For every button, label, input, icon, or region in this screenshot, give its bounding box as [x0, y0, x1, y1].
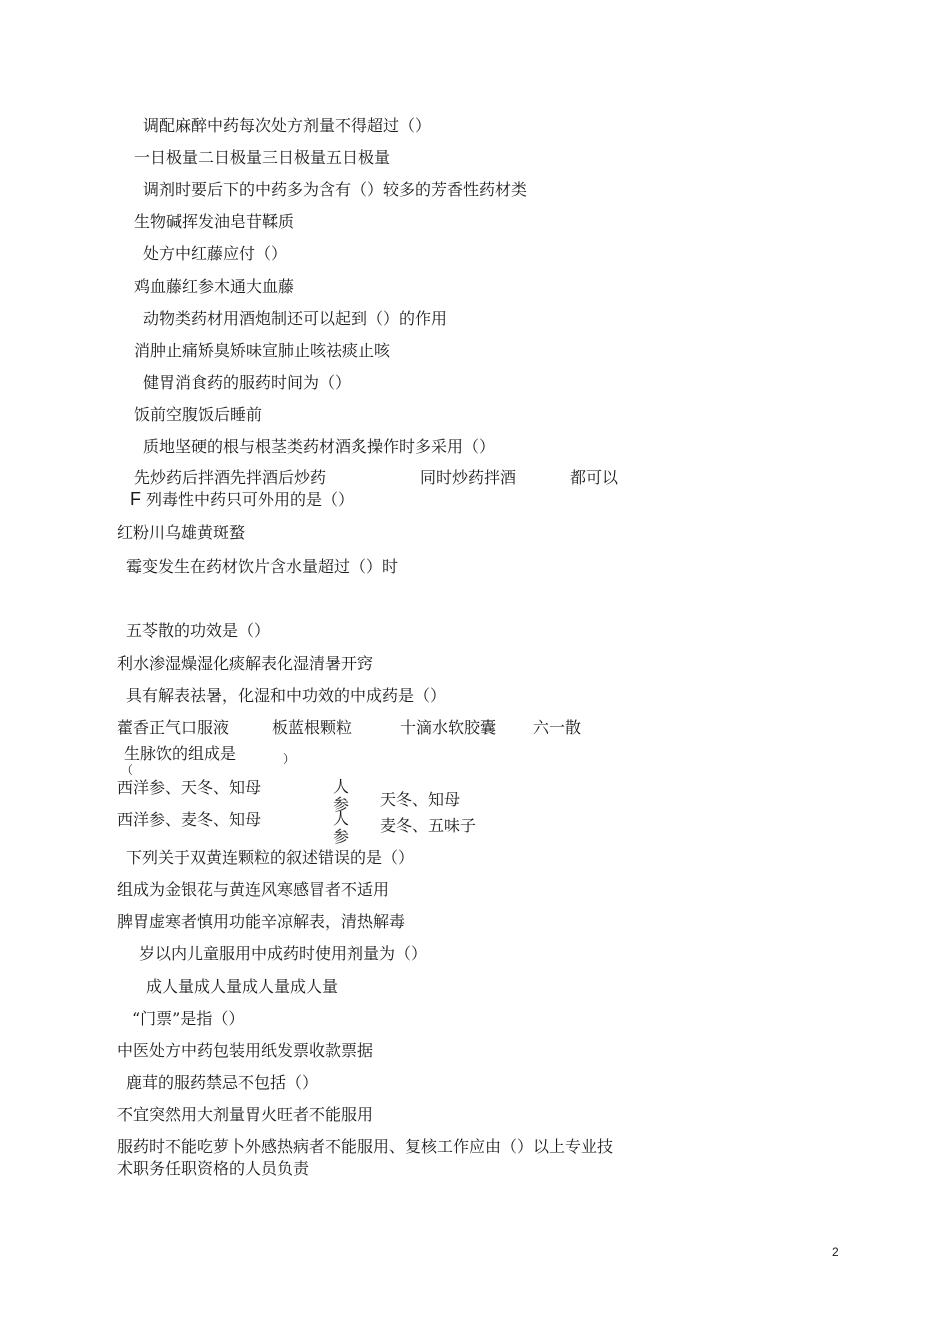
page-number: 2 — [832, 1245, 839, 1259]
option-c: 天冬、知母 — [380, 790, 461, 809]
option-f: 麦冬、五味子 — [380, 816, 477, 835]
options-text: 消肿止痛矫臭矫味宣肺止咳祛痰止咳 — [134, 341, 391, 360]
option-d: 西洋参、麦冬、知母 — [117, 810, 262, 829]
question-text: 调剂时要后下的中药多为含有（）较多的芳香性药材类 — [143, 180, 528, 199]
question-text: “门票”是指（） — [132, 1009, 245, 1028]
question-text: 生脉饮的组成是 — [124, 744, 237, 763]
question-text: 下列关于双黄连颗粒的叙述错误的是（） — [126, 848, 415, 867]
question-text: 健胃消食药的服药时间为（） — [143, 373, 352, 392]
question-text: 霉变发生在药材饮片含水量超过（）时 — [126, 557, 399, 576]
question-text: 岁以内儿童服用中成药时使用剂量为（） — [139, 944, 428, 963]
question-text: 列毒性中药只可外用的是（） — [146, 490, 355, 509]
options-text: 生物碱挥发油皂苷鞣质 — [134, 212, 295, 231]
question-text: 术职务任职资格的人员负责 — [117, 1159, 310, 1178]
options-text: 组成为金银花与黄连风寒感冒者不适用 — [117, 880, 390, 899]
option-c: 同时炒药拌酒 — [420, 468, 517, 487]
option-a: 西洋参、天冬、知母 — [117, 778, 262, 797]
question-text: 处方中红藤应付（） — [143, 244, 288, 263]
question-text: 鹿茸的服药禁忌不包括（） — [126, 1073, 319, 1092]
question-prefix: F — [130, 489, 141, 509]
options-text: 脾胃虚寒者慎用功能辛凉解表，清热解毒 — [117, 912, 406, 931]
options-text: 不宜突然用大剂量胃火旺者不能服用 — [117, 1105, 374, 1124]
option-c: 十滴水软胶囊 — [400, 718, 497, 737]
option-a: 藿香正气口服液 — [117, 718, 230, 737]
paren-close: ） — [283, 752, 296, 766]
options-text: 服药时不能吃萝卜外感热病者不能服用、复核工作应由（）以上专业技 — [117, 1137, 614, 1156]
options-text: 鸡血藤红参木通大血藤 — [134, 277, 295, 296]
options-text: 饭前空腹饭后睡前 — [134, 405, 263, 424]
option-a: 先炒药后拌酒先拌酒后炒药 — [134, 468, 327, 487]
option-d: 六一散 — [533, 718, 582, 737]
options-text: 一日极量二日极量三日极量五日极量 — [134, 148, 391, 167]
question-text: 具有解表祛暑，化湿和中功效的中成药是（） — [126, 686, 447, 705]
question-text: 质地坚硬的根与根茎类药材酒炙操作时多采用（） — [143, 437, 496, 456]
question-text: 调配麻醉中药每次处方剂量不得超过（） — [143, 116, 432, 135]
option-e: 人参 — [333, 809, 350, 846]
options-text: 成人量成人量成人量成人量 — [146, 977, 339, 996]
options-text: 红粉川乌雄黄斑蝥 — [117, 523, 246, 542]
option-b: 板蓝根颗粒 — [272, 718, 353, 737]
question-text: 动物类药材用酒炮制还可以起到（）的作用 — [143, 309, 448, 328]
option-d: 都可以 — [570, 468, 619, 487]
paren-open: （ — [121, 763, 134, 777]
question-text: 五苓散的功效是（） — [126, 621, 271, 640]
options-text: 利水渗湿燥湿化痰解表化湿清暑开窍 — [117, 654, 374, 673]
option-b: 人参 — [333, 777, 350, 814]
options-text: 中医处方中药包装用纸发票收款票据 — [117, 1041, 374, 1060]
